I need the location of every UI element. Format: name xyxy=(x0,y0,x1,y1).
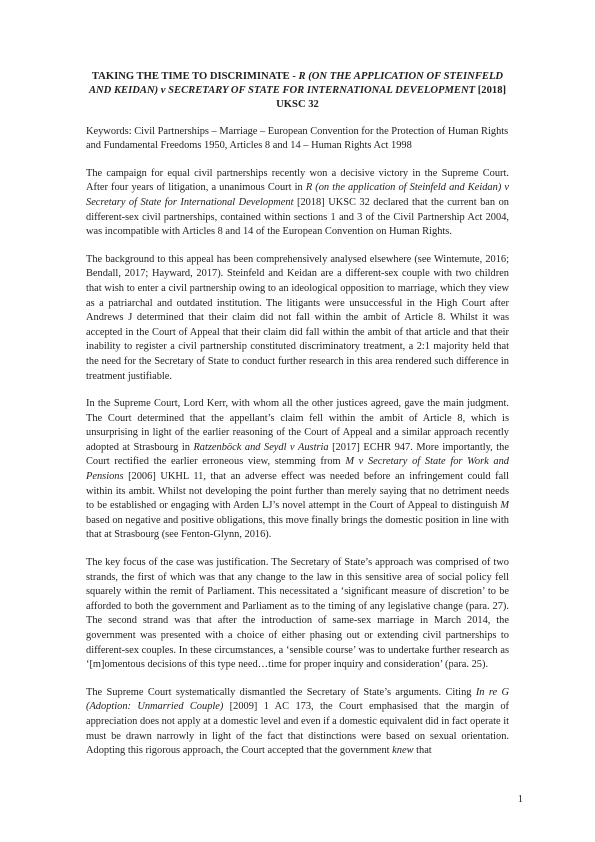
article-title xyxy=(86,70,509,113)
paragraph-2: The background to this appeal has been comprehensively analysed elsewhere (see Wintemute, 2016; Bendall, 2017; Hayward, 2017). Steinfeld and Keidan are a different-sex couple with two children that wish to enter a civil partnership owing to an ideological opposition to marriage, which they view as a patriarchal and outdated institution. The litigants were unsuccessful in the High Court after Andrews J determined that their claim did not fall within the ambit of Article 8. Whilst it was accepted in the Court of Appeal that their claim did fall within the ambit of that article and that their inability to register a civil partnership constituted discriminatory treatment, a 2:1 majority held that the need for the Secretary of State to conduct further research in this area rendered such difference in treatment justifiable. xyxy=(86,253,509,382)
paragraph-1-text-a: The campaign for equal civil partnerships recently won a decisive victory in the Supreme Court. After four years of litigation, a unanimous Court in xyxy=(86,167,509,194)
paragraph-1-text-c: [2018] UKSC 32 declared that the current ban on different-sex civil partnerships, contained within sections 1 and 3 of the Civil Partnership Act 2004, was incompatible with Articles 8 and 14 of the European Convention on Human Rights. xyxy=(86,196,509,238)
page-number: 1 xyxy=(517,794,523,805)
paragraph-3-text-e: [2006] UKHL 11, that an adverse effect was needed before an infringement could fall within its ambit. Whilst not developing the point further than merely saying that no detriment needs to be established or engaging with Arden LJ’s novel attempt in the Court of Appeal to distinguish xyxy=(86,471,509,512)
paragraph-3-case-name-2: M v Secretary of State for Work and Pensions xyxy=(86,456,509,483)
keywords: Keywords: Civil Partnerships – Marriage – European Convention for the Protection of Human Rights and Fundamental Freedoms 1950, Articles 8 and 14 – Human Rights Act 1998 xyxy=(86,125,509,152)
paragraph-5-text-a: The Supreme Court systematically dismantled the Secretary of State’s arguments. Citing xyxy=(86,686,476,698)
paragraph-5-emphasis: knew xyxy=(392,745,414,757)
paragraph-5-text-e: that xyxy=(413,745,432,757)
title-citation: [2018] UKSC 32 xyxy=(276,85,507,111)
paragraph-5-text-c: [2009] 1 AC 173, the Court emphasised that the margin of appreciation does not apply at a domestic level and even if a domestic equivalent did in fact operate it must be drawn narrowly in light of the fact that distinctions were based on sexual orientation. Adopting this rigorous approach, the Court accepted that the government xyxy=(86,701,509,757)
paragraph-5-case-name: In re G (Adoption: Unmarried Couple) xyxy=(86,686,510,713)
title-part-1: TAKING THE TIME TO DISCRIMINATE - xyxy=(91,71,299,82)
paragraph-5 xyxy=(86,686,509,759)
title-case-name: R (ON THE APPLICATION OF STEINFELD AND KEIDAN) v SECRETARY OF STATE FOR INTERNATIONAL DEVELOPMENT xyxy=(88,71,504,97)
paragraph-1 xyxy=(86,167,509,240)
paragraph-4: The key focus of the case was justification. The Secretary of State’s approach was comprised of two strands, the first of which was that any change to the law in this sensitive area of social policy fell squarely within the remit of Parliament. This necessitated a ‘significant measure of discretion’ to be afforded to both the government and Parliament as to the timing of any legislative change (para. 27). The second strand was that after the introduction of same-sex marriage in March 2014, the government was presented with a choice of either phasing out or extending civil partnerships to different-sex couples. In these circumstances, a ‘sensible course’ was to undertake further research as ‘[m]omentous decisions of this type need…time for proper inquiry and consideration’ (para. 25). xyxy=(86,557,509,671)
paragraph-3-text-g: based on negative and positive obligations, this move finally brings the domestic position in line with that at Strasbourg (see Fenton-Glynn, 2016). xyxy=(86,514,509,541)
paragraph-3-case-name-1: Ratzenböck and Seydl v Austria xyxy=(193,441,329,453)
paragraph-1-case-name: R (on the application of Steinfeld and Keidan) v Secretary of State for International Development xyxy=(86,182,509,208)
paragraph-3-case-name-3: M xyxy=(500,500,509,512)
paragraph-3-text-c: [2017] ECHR 947. More importantly, the Court rectified the earlier erroneous view, stemming from xyxy=(86,441,509,468)
paragraph-3-text-a: In the Supreme Court, Lord Kerr, with whom all the other justices agreed, gave the main judgment. The Court determined that the appellant’s claim fell within the ambit of Article 8, which is unsurprising in light of the earlier reasoning of the Court of Appeal and a similar approach recently adopted at Strasbourg in xyxy=(86,398,509,453)
paragraph-3 xyxy=(86,397,509,543)
